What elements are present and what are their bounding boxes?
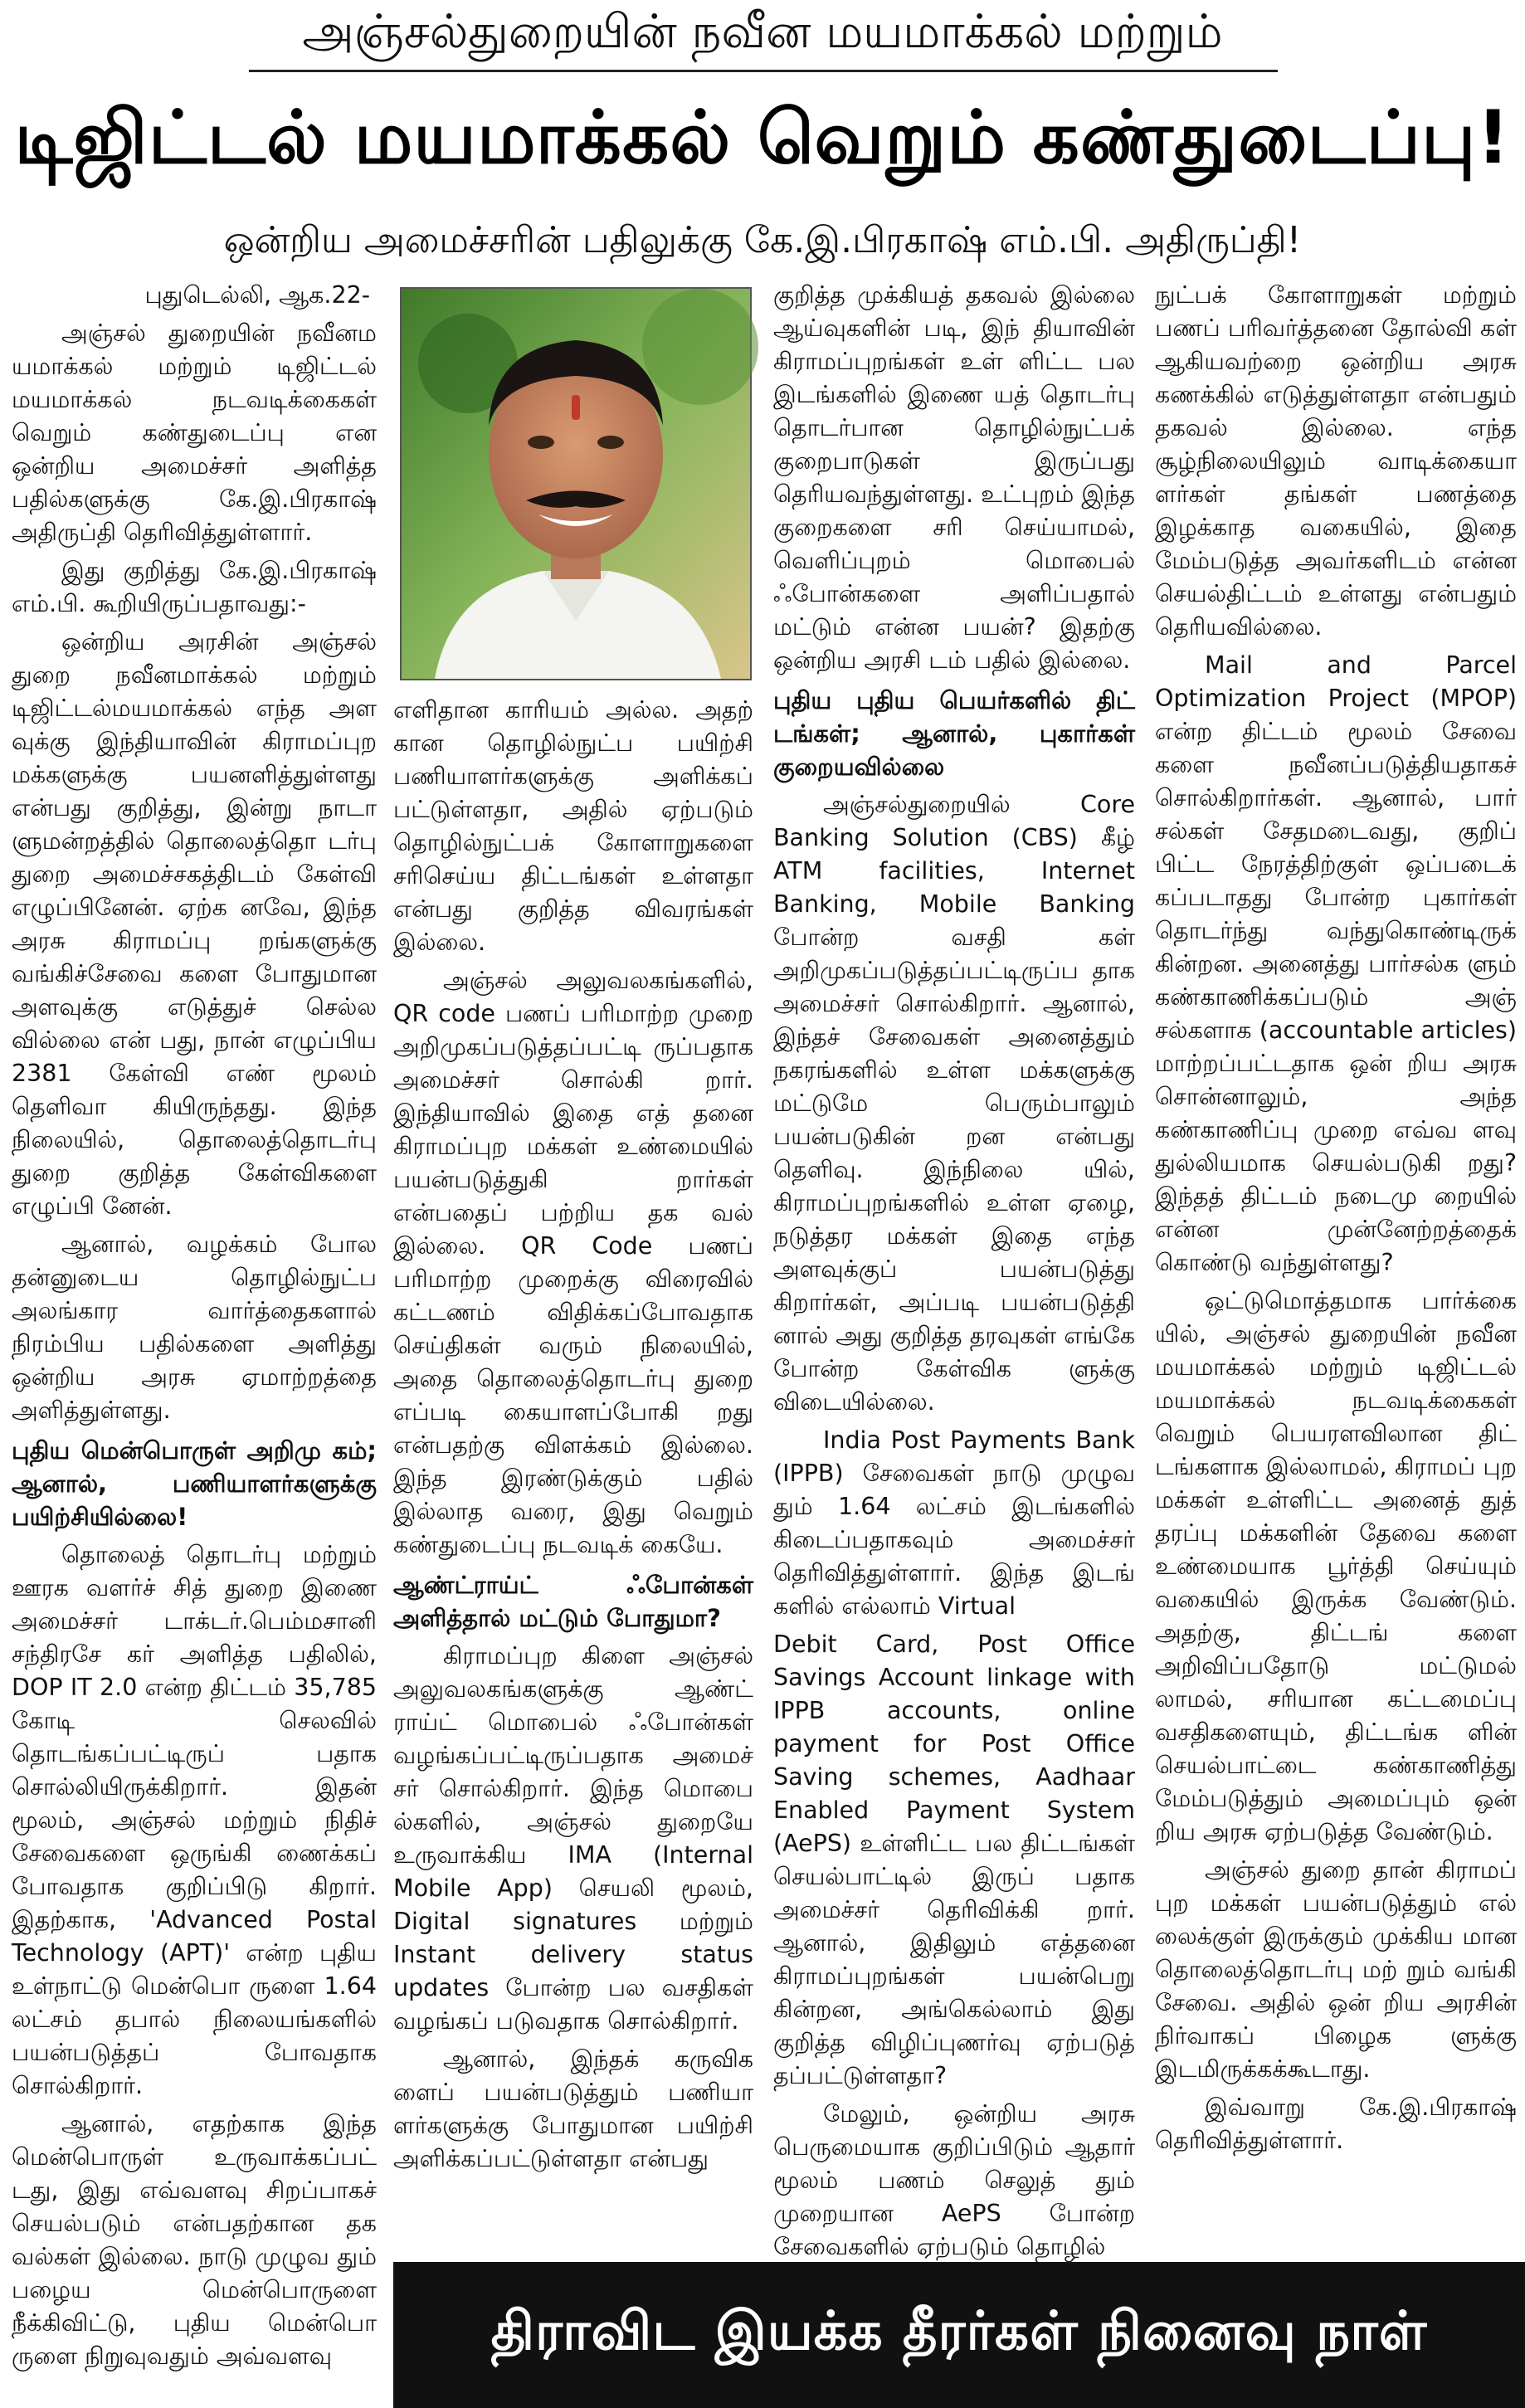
footer-banner	[393, 2262, 1525, 2408]
paragraph: ஒன்றிய அரசின் அஞ்சல் துறை நவீனமாக்கல் மற்றும் டிஜிட்டல்மயமாக்கல் எந்த அள வுக்கு இந்தியாவின் கிராமப்புற மக்களுக்கு பயனளித்துள்ளது என்பது குறித்து, இன்று நாடா ளுமன்றத்தில் தொலைத்தொ டர்பு துறை அமைச்சகத்திடம் கேள்வி எழுப்பினேன். ஏற்க னவே, இந்த அரசு கிராமப்பு றங்களுக்கு வங்கிச்சேவை களை போதுமான அளவுக்கு எடுத்துச் செல்ல வில்லை என் பது, நான் எழுப்பிய 2381 கேள்வி எண் மூலம் தெளிவா கியிருந்தது. இந்த நிலையில், தொலைத்தொடர்பு துறை குறித்த கேள்விகளை எழுப்பி னேன்.	[12, 628, 377, 1220]
paragraph: அஞ்சல் துறை தான் கிராமப் புற மக்கள் பயன்படுத்தும் எல் லைக்குள் இருக்கும் முக்கிய மான தொலைத்தொடர்பு மற் றும் வங்கி சேவை. அதில் ஒன் றிய அரசின் நிர்வாகப் பிழைக ளுக்கு இடமிருக்கக்கூடாது.	[1155, 1856, 1517, 2083]
page-headline: டிஜிட்டல் மயமாக்கல் வெறும் கண்துடைப்பு!	[14, 95, 1511, 180]
paragraph: இது குறித்து கே.இ.பிரகாஷ் எம்.பி. கூறியிருப்பதாவது:-	[12, 557, 377, 617]
paragraph: எளிதான காரியம் அல்ல. அதற் கான தொழில்நுட்ப பயிற்சி பணியாளர்களுக்கு அளிக்கப் பட்டுள்ளதா, அதில் ஏற்படும் தொழில்நுட்பக் கோளாறுகளை சரிசெய்ய திட்டங்கள் உள்ளதா என்பது குறித்த விவரங்கள் இல்லை.	[393, 696, 753, 956]
paragraph: குறித்த முக்கியத் தகவல் இல்லை ஆய்வுகளின் படி, இந் தியாவின் கிராமப்புறங்கள் உள் ளிட்ட பல இடங்களில் இணை யத் தொடர்பு தொடர்பான தொழில்நுட்பக் குறைபாடுகள் இருப்பது தெரியவந்துள்ளது. உட்புறம் இந்த குறைகளை சரி செய்யாமல், வெளிப்புறம் மொபைல் ஃபோன்களை அளிப்பதால் மட்டும் என்ன பயன்? இதற்கு ஒன்றிய அரசி டம் பதில் இல்லை.	[773, 281, 1135, 674]
paragraph: Debit Card, Post Office Savings Account linkage with IPPB accounts, online payment for Post Office Saving schemes, Aadhaar Enabled Payment System (AePS) உள்ளிட்ட பல திட்டங்கள் செயல்பாட்டில் இருப் பதாக அமைச்சர் தெரிவிக்கி றார். ஆனால், இதிலும் எத்தனை கிராமப்புறங்கள் பயன்பெறு கின்றன, அங்கெல்லாம் இது குறித்த விழிப்புணர்வு ஏற்படுத் தப்பட்டுள்ளதா?	[773, 1631, 1135, 2089]
dateline: புதுடெல்லி, ஆக.22-	[144, 281, 370, 309]
footer-banner-text: திராவிட இயக்க தீரர்கள் நினைவு நாள்	[490, 2301, 1428, 2362]
paragraph: ஆனால், இந்தக் கருவிக ளைப் பயன்படுத்தும் பணியா ளர்களுக்கு போதுமான பயிற்சி அளிக்கப்பட்டுள்ளதா என்பது	[393, 2045, 753, 2172]
paragraph: அஞ்சல் துறையின் நவீனம யமாக்கல் மற்றும் டிஜிட்டல் மயமாக்கல் நடவடிக்கைகள் வெறும் கண்துடைப்பு என ஒன்றிய அமைச்சர் அளித்த பதில்களுக்கு கே.இ.பிரகாஷ் அதிருப்தி தெரிவித்துள்ளார்.	[12, 319, 377, 546]
paragraph: India Post Payments Bank (IPPB) சேவைகள் நாடு முழுவ தும் 1.64 லட்சம் இடங்களில் கிடைப்பதாகவும் அமைச்சர் தெரிவித்துள்ளார். இந்த இடங் களில் எல்லாம் Virtual	[773, 1426, 1135, 1620]
paragraph: இவ்வாறு கே.இ.பிரகாஷ் தெரிவித்துள்ளார்.	[1155, 2094, 1517, 2154]
article-column-1	[12, 279, 377, 2370]
kicker-rule	[249, 70, 1278, 72]
section-heading: புதிய மென்பொருள் அறிமு கம்; ஆனால், பணியாளர்களுக்கு பயிற்சியில்லை!	[12, 1436, 377, 1531]
paragraph: கிராமப்புற கிளை அஞ்சல் அலுவலகங்களுக்கு ஆண்ட் ராய்ட் மொபைல் ஃபோன்கள் வழங்கப்பட்டிருப்பதாக அமைச் சர் சொல்கிறார். இந்த மொபை ல்களில், அஞ்சல் துறையே உருவாக்கிய IMA (Internal Mobile App) செயலி மூலம், Digital signatures மற்றும் Instant delivery status updates போன்ற பல வசதிகள் வழங்கப் படுவதாக சொல்கிறார்.	[393, 1642, 753, 2035]
paragraph: ஒட்டுமொத்தமாக பார்க்கை யில், அஞ்சல் துறையின் நவீன மயமாக்கல் மற்றும் டிஜிட்டல் மயமாக்கல் நடவடிக்கைகள் வெறும் பெயரளவிலான திட் டங்களாக இல்லாமல், கிராமப் புற மக்கள் உள்ளிட்ட அனைத் துத் தரப்பு மக்களின் தேவை களை உண்மையாக பூர்த்தி செய்யும் வகையில் இருக்க வேண்டும். அதற்கு, திட்டங் களை அறிவிப்பதோடு மட்டுமல் லாமல், சரியான கட்டமைப்பு வசதிகளையும், திட்டங்க ளின் செயல்பாட்டை கண்காணித்து மேம்படுத்தும் அமைப்பும் ஒன் றிய அரசு ஏற்படுத்த வேண்டும்.	[1155, 1287, 1517, 1845]
portrait-image	[402, 289, 750, 679]
mp-portrait-photo	[400, 287, 752, 680]
paragraph: மேலும், ஒன்றிய அரசு பெருமையாக குறிப்பிடும் ஆதார் மூலம் பணம் செலுத் தும் முறையான AePS போன்ற சேவைகளில் ஏற்படும் தொழில்	[773, 2100, 1135, 2260]
article-column-3	[773, 279, 1135, 2260]
paragraph: ஆனால், வழக்கம் போல தன்னுடைய தொழில்நுட்ப அலங்கார வார்த்தைகளால் நிரம்பிய பதில்களை அளித்து ஒன்றிய அரசு ஏமாற்றத்தை அளித்துள்ளது.	[12, 1231, 377, 1424]
paragraph: Mail and Parcel Optimization Project (MPOP) என்ற திட்டம் மூலம் சேவை களை நவீனப்படுத்தியதாகச் சொல்கிறார்கள். ஆனால், பார் சல்கள் சேதமடைவது, குறிப் பிட்ட நேரத்திற்குள் ஒப்படைக் கப்படாதது போன்ற புகார்கள் தொடர்ந்து வந்துகொண்டிருக் கின்றன. அனைத்து பார்சல்க ளும் கண்காணிக்கப்படும் அஞ் சல்களாக (accountable articles) மாற்றப்பட்டதாக ஒன் றிய அரசு சொன்னாலும், அந்த கண்காணிப்பு முறை எவ்வ ளவு துல்லியமாக செயல்படுகி றது? இந்தத் திட்டம் நடைமு றையில் என்ன முன்னேற்றத்தைக் கொண்டு வந்துள்ளது?	[1155, 651, 1517, 1276]
article-column-2	[393, 694, 753, 2254]
section-heading: புதிய புதிய பெயர்களில் திட் டங்கள்; ஆனால், புகார்கள் குறையவில்லை	[773, 686, 1135, 781]
paragraph: தொலைத் தொடர்பு மற்றும் ஊரக வளர்ச் சித் துறை இணை அமைச்சர் டாக்டர்.பெம்மசானி சந்திரசே கர் அளித்த பதிலில், DOP IT 2.0 என்ற திட்டம் 35,785 கோடி செலவில் தொடங்கப்பட்டிருப் பதாக சொல்லியிருக்கிறார். இதன் மூலம், அஞ்சல் மற்றும் நிதிச் சேவைகளை ஒருங்கி ணைக்கப் போவதாக குறிப்பிடு கிறார். இதற்காக, 'Advanced Postal Technology (APT)' என்ற புதிய உள்நாட்டு மென்பொ ருளை 1.64 லட்சம் தபால் நிலையங்களில் பயன்படுத்தப் போவதாக சொல்கிறார்.	[12, 1541, 377, 2099]
page-kicker: அஞ்சல்துறையின் நவீன மயமாக்கல் மற்றும்	[302, 5, 1223, 59]
paragraph: ஆனால், எதற்காக இந்த மென்பொருள் உருவாக்கப்பட் டது, இது எவ்வளவு சிறப்பாகச் செயல்படும் என்பதற்கான தக வல்கள் இல்லை. நாடு முழுவ தும் பழைய மென்பொருளை நீக்கிவிட்டு, புதிய மென்பொ ருளை நிறுவுவதும் அவ்வளவு	[12, 2110, 377, 2370]
section-heading: ஆண்ட்ராய்ட் ஃபோன்கள் அளித்தால் மட்டும் போதுமா?	[393, 1571, 753, 1632]
paragraph: அஞ்சல் அலுவலகங்களில், QR code பணப் பரிமாற்ற முறை அறிமுகப்படுத்தப்பட்டி ருப்பதாக அமைச்சர் சொல்கி றார். இந்தியாவில் இதை எத் தனை கிராமப்புற மக்கள் உண்மையில் பயன்படுத்துகி றார்கள் என்பதைப் பற்றிய தக வல் இல்லை. QR Code பணப் பரிமாற்ற முறைக்கு விரைவில் கட்டணம் விதிக்கப்போவதாக செய்திகள் வரும் நிலையில், அதை தொலைத்தொடர்பு துறை எப்படி கையாளப்போகி றது என்பதற்கு விளக்கம் இல்லை. இந்த இரண்டுக்கும் பதில் இல்லாத வரை, இது வெறும் கண்துடைப்பு நடவடிக் கையே.	[393, 967, 753, 1558]
page-subhead: ஒன்றிய அமைச்சரின் பதிலுக்கு கே.இ.பிரகாஷ் எம்.பி. அதிருப்தி!	[223, 219, 1302, 261]
paragraph: அஞ்சல்துறையில் Core Banking Solution (CBS) கீழ் ATM facilities, Internet Banking, Mobile Banking போன்ற வசதி கள் அறிமுகப்படுத்தப்பட்டிருப்ப தாக அமைச்சர் சொல்கிறார். ஆனால், இந்தச் சேவைகள் அனைத்தும் நகரங்களில் உள்ள மக்களுக்கு மட்டுமே பெரும்பாலும் பயன்படுகின் றன என்பது தெளிவு. இந்நிலை யில், கிராமப்புறங்களில் உள்ள ஏழை, நடுத்தர மக்கள் இதை எந்த அளவுக்குப் பயன்படுத்து கிறார்கள், அப்படி பயன்படுத்தி னால் அது குறித்த தரவுகள் எங்கே போன்ற கேள்விக ளுக்கு விடையில்லை.	[773, 791, 1135, 1416]
paragraph: நுட்பக் கோளாறுகள் மற்றும் பணப் பரிவர்த்தனை தோல்வி கள் ஆகியவற்றை ஒன்றிய அரசு கணக்கில் எடுத்துள்ளதா என்பதும் தகவல் இல்லை. எந்த சூழ்நிலையிலும் வாடிக்கையா ளர்கள் தங்கள் பணத்தை இழக்காத வகையில், இதை மேம்படுத்த அவர்களிடம் என்ன செயல்திட்டம் உள்ளது என்பதும் தெரியவில்லை.	[1155, 281, 1517, 641]
article-column-4	[1155, 279, 1517, 2254]
